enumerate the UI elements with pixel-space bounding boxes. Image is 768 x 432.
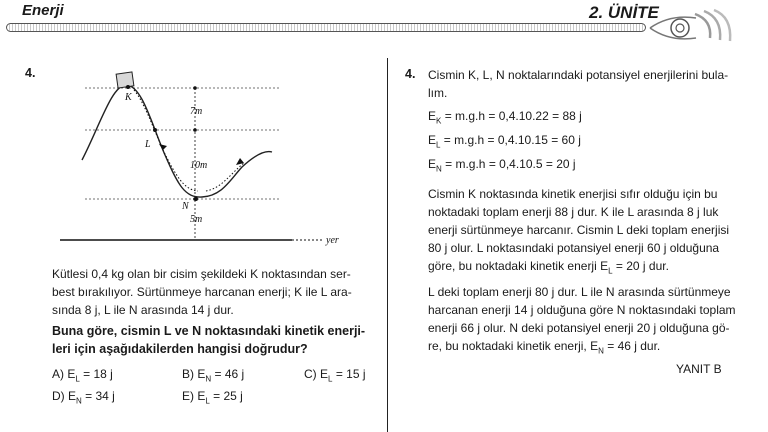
equation-en: $E_N = m.g.h = 0,4.10.5 = 20$ j <box>428 157 576 174</box>
option-a[interactable]: A) $E_L = 18$ j <box>52 367 113 384</box>
height-7m-label: 7m <box>190 106 203 117</box>
question-number: 4. <box>25 66 36 80</box>
equation-el: $E_L = m.g.h = 0,4.10.15 = 60$ j <box>428 133 581 150</box>
point-l-label: L <box>145 139 151 150</box>
roller-track-figure <box>30 70 360 255</box>
answer-label: YANIT B <box>676 362 722 376</box>
header-ornament-icon <box>640 8 740 48</box>
column-divider <box>387 58 388 432</box>
header-rule <box>6 23 646 32</box>
option-d[interactable]: D) $E_N = 34$ j <box>52 389 115 406</box>
option-c[interactable]: C) $E_L = 15$ j <box>304 367 366 384</box>
option-b[interactable]: B) $E_N = 46$ j <box>182 367 245 384</box>
question-stem: Kütlesi 0,4 kg olan bir cisim şekildeki K noktasından ser- best bırakılıyor. Sürtünmeye harcanan enerji; K ile L ara- sında 8 j, L ile N arasında 14 j dur. <box>52 267 352 317</box>
equation-ek: $E_K = m.g.h = 0,4.10.22 = 88$ j <box>428 109 582 126</box>
solution-paragraph-2: L deki toplam enerji 80 j dur. L ile N arasında sürtünmeye harcanan enerji 14 j olduğuna göre N noktasındaki toplam enerji 66 j olur. N deki potansiyel enerji 20 j olduğuna gö- re, bu noktadaki kinetik enerji, $E_N = 46$ j dur. <box>428 285 736 356</box>
header-unit-title: 2. ÜNİTE <box>589 3 659 22</box>
height-5m-label: 5m <box>190 214 203 225</box>
solution-intro: Cismin K, L, N noktalarındaki potansiyel enerjilerini bula- lım. <box>428 68 729 100</box>
point-k-label: K <box>125 92 132 103</box>
point-n-label: N <box>182 201 189 212</box>
header-left-title: Enerji <box>22 2 64 19</box>
solution-paragraph-1: Cismin K noktasında kinetik enerjisi sıfır olduğu için bu noktadaki toplam enerji 88 j dur. K ile L arasında 8 j luk enerji sürtünmeye harcanır. Cismin L deki toplam enerjisi 80 j olur. L noktasındaki potansiyel enerji 60 j olduğuna göre, bu noktadaki kinetik enerji $E_L = 20$ j dur. <box>428 187 730 276</box>
solution-number: 4. <box>405 67 416 81</box>
question-prompt: Buna göre, cismin L ve N noktasındaki kinetik enerji- leri için aşağıdakilerden hangisi doğrudur? <box>52 324 366 356</box>
height-10m-label: 10m <box>190 160 208 171</box>
option-e[interactable]: E) $E_L = 25$ j <box>182 389 243 406</box>
ground-label: yer <box>326 235 339 246</box>
